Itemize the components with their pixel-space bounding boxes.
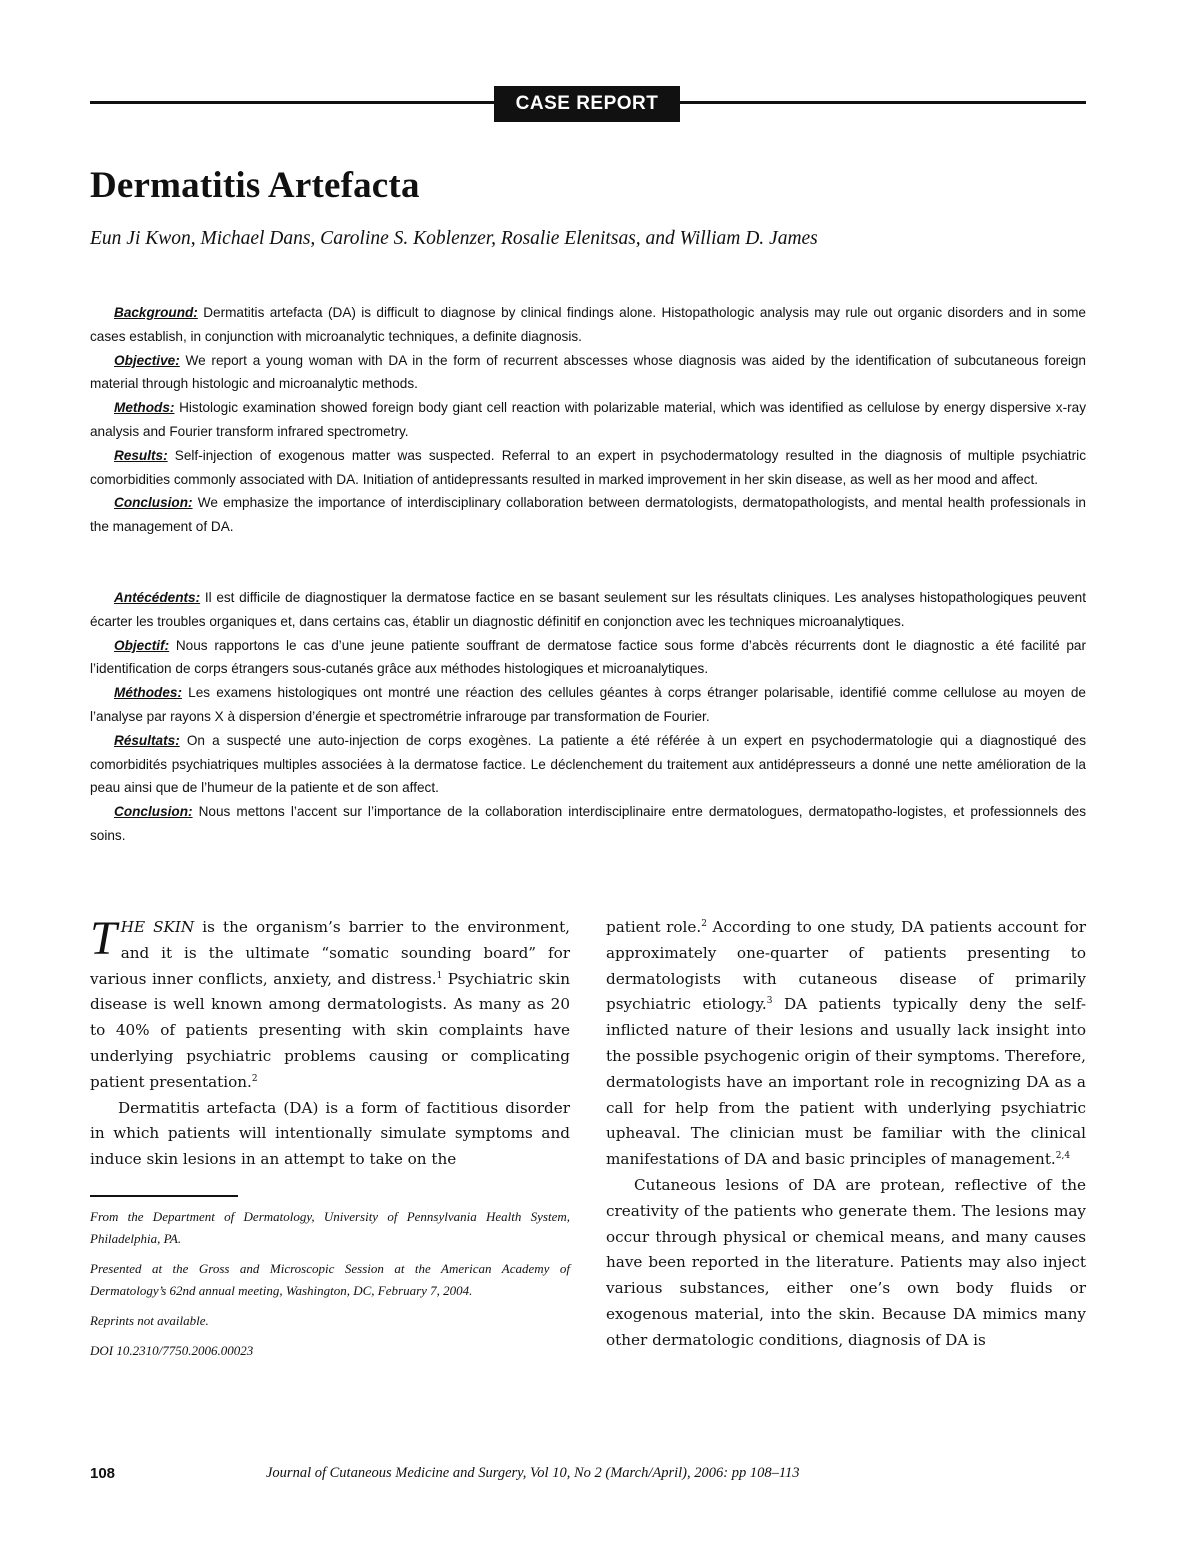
abstract-paragraph [90,301,1086,349]
abstract-heading: Méthodes: [114,685,182,701]
abstract-paragraph [90,729,1086,800]
body-paragraph: Cutaneous lesions of DA are protean, reflective of the creativity of the patients who generate them. The lesions may occur through physical or chemical means, and many causes have been reported in the literature. Patients may also inject various substances, either one’s own body fluids or exogenous material, into the skin. Because DA mimics many other dermatologic conditions, diagnosis of DA is [606,1175,1086,1349]
footnotes [90,1206,570,1370]
abstract-text: Self-injection of exogenous matter was suspected. Referral to an expert in psychodermatology resulted in the diagnosis of multiple psychiatric comorbidities commonly associated with DA. Initiation of antidepressants resulted in marked improvement in her skin disease, as well as her mood and affect. [90,447,1086,487]
body-text: DA patients typically deny the self-inflicted nature of their lesions and usually lack insight into the possible psychogenic origin of their symptoms. Therefore, dermatologists have an important role in recognizing DA as a call for help from the patient with underlying psychiatric upheaval. The clinician must be familiar with the clinical manifestations of DA and basic principles of management. [606,995,1086,1169]
body-column-left [90,912,570,1173]
abstract-heading: Antécédents: [114,590,201,605]
abstract-text: Il est difficile de diagnostiquer la dermatose factice en se basant seulement sur les résultats cliniques. Les analyses histopathologiques peuvent écarter les troubles organiques et, dans certains cas, établir un diagnostic définitif en conjonction avec les techniques microanalytiques. [90,590,1086,629]
body-text: Psychiatric skin disease is well known among dermatologists. As many as 20 to 40% of patients presenting with skin complaints have underlying psychiatric problems causing or complicating patient presentation. [90,969,570,1091]
citation: 2 [251,1073,258,1084]
abstract-heading: Conclusion: [114,804,193,820]
abstract-paragraph [90,444,1086,492]
abstract-heading: Methods: [114,400,175,416]
footnote-affiliation: From the Department of Dermatology, University of Pennsylvania Health System, Philadelphia, PA. [90,1209,570,1246]
article-title: Dermatitis Artefacta [90,165,420,206]
abstract-paragraph [90,491,1086,539]
citation: 3 [766,996,773,1007]
body-text: is the organism’s barrier to the environment, and it is the ultimate “somatic sounding board” for various inner conflicts, anxiety, and distress. [90,918,570,988]
abstract-french [90,586,1086,848]
body-paragraph [606,915,1086,1173]
abstract-paragraph [90,800,1086,848]
abstract-english [90,301,1086,539]
abstract-text: On a suspecté une auto-injection de corps exogènes. La patiente a été référée à un expert en psychodermatologie qui a diagnostiqué des comorbidités psychiatriques multiples associées à la dermatose factice. Le déclenchement du traitement aux antidépresseurs a donné une nette amélioration de la peau ainsi que de l’humeur de la patiente et de son affect. [90,732,1086,796]
footnote-rule [90,1195,238,1197]
abstract-paragraph [90,349,1086,397]
footnote-presentation: Presented at the Gross and Microscopic Session at the American Academy of Dermatology’s 62nd annual meeting, Washington, DC, February 7, 2004. [90,1261,570,1298]
abstract-text: We emphasize the importance of interdisciplinary collaboration between dermatologists, dermatopathologists, and mental health professionals in the management of DA. [90,495,1086,535]
abstract-heading: Résultats: [114,732,180,748]
abstract-text: We report a young woman with DA in the form of recurrent abscesses whose diagnosis was aided by the identification of subcutaneous foreign material through histologic and microanalytic methods. [90,352,1086,392]
abstract-text: Dermatitis artefacta (DA) is difficult to diagnose by clinical findings alone. Histopathologic analysis may rule out organic disorders and in some cases establish, in conjunction with microanalytic techniques, a definite diagnosis. [90,305,1086,344]
abstract-paragraph [90,586,1086,634]
journal-citation: Journal of Cutaneous Medicine and Surgery, Vol 10, No 2 (March/April), 2006: pp 108–113 [266,1465,800,1481]
body-column-right [606,915,1086,1354]
abstract-text: Nous mettons l’accent sur l’importance de la collaboration interdisciplinaire entre dermatologues, dermatopatho-logistes, et professionnels des soins. [90,804,1086,843]
abstract-text: Les examens histologiques ont montré une réaction des cellules géantes à corps étranger polarisable, identifié comme cellulose au moyen de l’analyse par rayons X à dispersion d’énergie et spectrométrie infrarouge par transformation de Fourier. [90,685,1086,724]
author-list: Eun Ji Kwon, Michael Dans, Caroline S. Koblenzer, Rosalie Elenitsas, and William D. James [90,228,818,249]
footnote-reprints: Reprints not available. [90,1313,209,1328]
page-number: 108 [90,1465,116,1482]
abstract-paragraph [90,396,1086,444]
abstract-text: Nous rapportons le cas d’une jeune patiente souffrant de dermatose factice sous forme d’abcès récurrents dont le diagnostic a été facilité par l’identification de corps étrangers sous-cutanés grâce aux méthodes histologiques et microanalytiques. [90,637,1086,677]
citation: 2,4 [1055,1151,1071,1162]
abstract-heading: Objectif: [114,637,170,653]
abstract-heading: Conclusion: [114,495,193,511]
abstract-heading: Results: [114,447,168,463]
body-text: patient role. [606,918,702,936]
drop-cap: T [90,912,117,965]
body-text: According to one study, DA patients account for approximately one-quarter of patients presenting to dermatologists with cutaneous disease of primarily psychiatric etiology. [606,918,1086,1014]
body-paragraph [90,912,570,1096]
abstract-paragraph [90,634,1086,682]
abstract-heading: Background: [114,305,198,320]
footnote-doi: DOI 10.2310/7750.2006.00023 [90,1343,254,1358]
lead-in: HE SKIN [120,918,195,936]
section-label: CASE REPORT [494,86,680,122]
citation: 1 [436,970,443,981]
body-paragraph: Dermatitis artefacta (DA) is a form of factitious disorder in which patients will intentionally simulate symptoms and induce skin lesions in an attempt to take on the [90,1098,570,1169]
abstract-paragraph [90,681,1086,729]
abstract-heading: Objective: [114,352,180,368]
citation: 2 [701,918,707,929]
abstract-text: Histologic examination showed foreign body giant cell reaction with polarizable material, which was identified as cellulose by energy dispersive x-ray analysis and Fourier transform infrared spectrometry. [90,400,1086,439]
header-rule-right [680,101,1086,104]
header-rule-left [90,101,494,104]
